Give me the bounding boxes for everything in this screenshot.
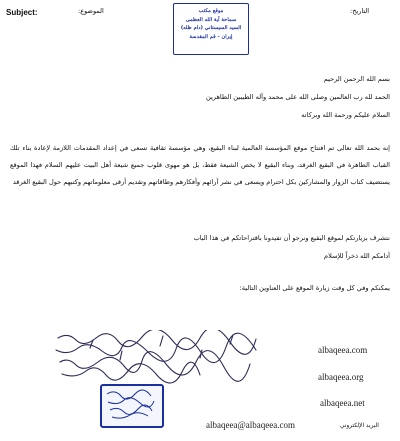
date-arabic: التاريخ: xyxy=(350,7,370,15)
praise-line: الحمد لله رب العالمين وصلى الله على محمد وآله الطيبين الطاهرين xyxy=(205,93,390,101)
body-paragraph: إنه بحمد الله تعالى تم افتتاح موقع المؤسسة العالمية لبناء البقيع، وهي مؤسسة ثقافية تسعى في إعداد المقدمات اللازمة لإعادة بناء تلك القباب الطاهرة في البقيع الغرقد، وبناء البقيع لا يخص الشيعة فقط، بل هو مهوى قلوب جميع شيعة أهل البيت عليهم السلام فهذا الموقع يستضيف كتاب الزوار والمشاركين بكل احترام ويسعى في نشر آرائهم وأفكارهم وطاقاتهم وتقديم أرقى معلوماتهم وكتبهم حول البقيع الغرقد xyxy=(10,144,390,186)
closing-line: أدامكم الله ذخراً للإسلام xyxy=(324,252,390,260)
stamp-scribble xyxy=(102,386,158,422)
email-link[interactable]: albaqeea@albaqeea.com xyxy=(206,420,295,430)
basmala: بسم الله الرحمن الرحيم xyxy=(323,75,390,83)
letterhead-box xyxy=(173,3,249,55)
letterhead-line: موقع مكتب xyxy=(198,8,224,14)
subject-arabic: الموضوع: xyxy=(78,7,104,15)
website-link[interactable]: albaqeea.net xyxy=(320,398,365,408)
greeting-line: السلام عليكم ورحمة الله وبركاته xyxy=(301,111,390,119)
letterhead-line: سماحة آية الله العظمى xyxy=(185,16,237,23)
subject-label: Subject: xyxy=(6,8,38,17)
thanks-line: نتشرف بزيارتكم لموقع البقيع ونرجو أن تفيدونا باقتراحاتكم في هذا الباب xyxy=(193,234,390,242)
signature-stamp xyxy=(100,384,164,428)
letterhead-line: السيد السيستاني (دام ظله) xyxy=(180,25,242,32)
website-link[interactable]: albaqeea.org xyxy=(318,372,364,382)
website-link[interactable]: albaqeea.com xyxy=(318,345,368,355)
letterhead-line: إيران - قم المقدسة xyxy=(189,33,233,40)
invite-line: يمكنكم وفي كل وقت زيارة الموقع على العناوين التالية: xyxy=(239,284,390,292)
email-label: البريد الإلكتروني xyxy=(340,423,379,429)
